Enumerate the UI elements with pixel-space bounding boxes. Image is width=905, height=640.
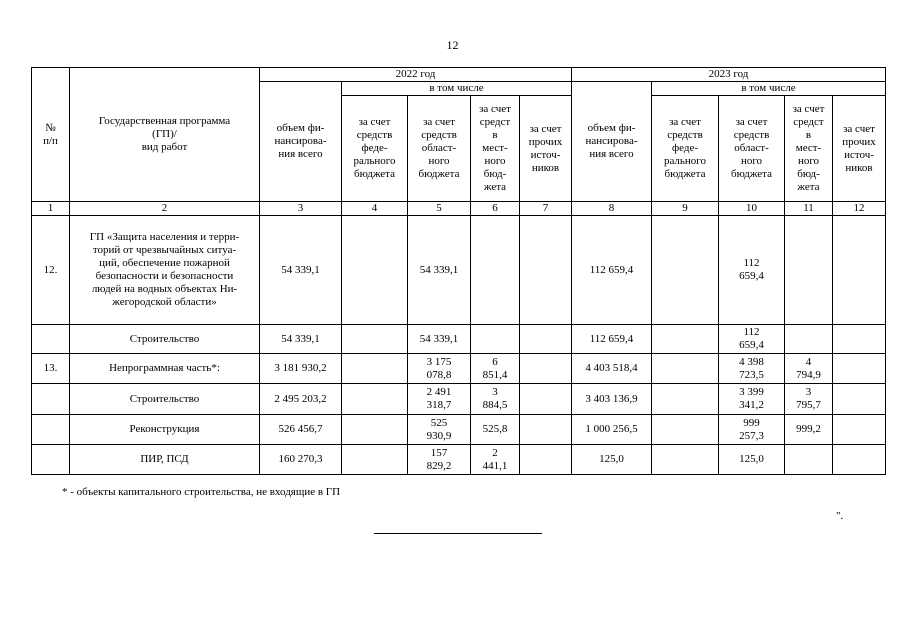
- value-cell: 525,8: [471, 415, 520, 445]
- page-number: 12: [446, 38, 459, 52]
- header-federal-2022: за счет средств феде- рального бюджета: [342, 96, 408, 202]
- value-cell: 2 495 203,2: [260, 384, 342, 415]
- budget-table: [31, 67, 886, 475]
- value-cell: [652, 354, 719, 384]
- value-cell: 112 659,4: [719, 216, 785, 325]
- value-cell: 3 795,7: [785, 384, 833, 415]
- value-cell: 54 339,1: [408, 216, 471, 325]
- header-year-2023: 2023 год: [572, 68, 886, 82]
- value-cell: 2 491 318,7: [408, 384, 471, 415]
- value-cell: 3 181 930,2: [260, 354, 342, 384]
- row-name: ПИР, ПСД: [70, 445, 260, 475]
- column-number-cell: 6: [471, 202, 520, 216]
- table-row: [32, 384, 886, 415]
- value-cell: [833, 384, 886, 415]
- value-cell: [833, 445, 886, 475]
- header-program: Государственная программа (ГП)/ вид работ: [70, 68, 260, 202]
- header-num: № п/п: [32, 68, 70, 202]
- header-regional-2022: за счет средств област- ного бюджета: [408, 96, 471, 202]
- value-cell: [652, 216, 719, 325]
- header-total-2023: объем фи- нансирова- ния всего: [572, 82, 652, 202]
- value-cell: [520, 354, 572, 384]
- header-total-2022: объем фи- нансирова- ния всего: [260, 82, 342, 202]
- value-cell: [652, 445, 719, 475]
- row-name: Реконструкция: [70, 415, 260, 445]
- value-cell: 54 339,1: [260, 216, 342, 325]
- value-cell: [342, 384, 408, 415]
- separator-line: [374, 533, 542, 534]
- header-local-2023: за счет средст в мест- ного бюд- жета: [785, 96, 833, 202]
- table-row: [32, 415, 886, 445]
- value-cell: 4 403 518,4: [572, 354, 652, 384]
- column-number-row: [32, 202, 886, 216]
- value-cell: 3 399 341,2: [719, 384, 785, 415]
- value-cell: 54 339,1: [408, 325, 471, 354]
- row-name: Непрограммная часть*:: [70, 354, 260, 384]
- table-row: [32, 354, 886, 384]
- value-cell: 6 851,4: [471, 354, 520, 384]
- value-cell: [785, 325, 833, 354]
- value-cell: [785, 216, 833, 325]
- header-regional-2023: за счет средств област- ного бюджета: [719, 96, 785, 202]
- value-cell: 999 257,3: [719, 415, 785, 445]
- row-number: [32, 325, 70, 354]
- value-cell: 2 441,1: [471, 445, 520, 475]
- value-cell: 54 339,1: [260, 325, 342, 354]
- header-federal-2023: за счет средств феде- рального бюджета: [652, 96, 719, 202]
- value-cell: 160 270,3: [260, 445, 342, 475]
- value-cell: [520, 325, 572, 354]
- column-number-cell: 9: [652, 202, 719, 216]
- column-number-cell: 5: [408, 202, 471, 216]
- table-row: [32, 216, 886, 325]
- value-cell: 3 884,5: [471, 384, 520, 415]
- row-number: [32, 445, 70, 475]
- value-cell: [833, 325, 886, 354]
- value-cell: 157 829,2: [408, 445, 471, 475]
- value-cell: [652, 384, 719, 415]
- value-cell: 112 659,4: [719, 325, 785, 354]
- value-cell: [833, 354, 886, 384]
- table-row: [32, 325, 886, 354]
- value-cell: 3 403 136,9: [572, 384, 652, 415]
- value-cell: [833, 415, 886, 445]
- value-cell: [520, 445, 572, 475]
- closing-quote: ".: [836, 510, 844, 522]
- value-cell: [785, 445, 833, 475]
- row-number: 12.: [32, 216, 70, 325]
- column-number-cell: 12: [833, 202, 886, 216]
- value-cell: 112 659,4: [572, 325, 652, 354]
- value-cell: 125,0: [719, 445, 785, 475]
- value-cell: 526 456,7: [260, 415, 342, 445]
- footnote: * - объекты капитального строительства, не входящие в ГП: [62, 486, 341, 498]
- value-cell: [342, 325, 408, 354]
- header-year-2022: 2022 год: [260, 68, 572, 82]
- value-cell: [833, 216, 886, 325]
- value-cell: 1 000 256,5: [572, 415, 652, 445]
- value-cell: [342, 354, 408, 384]
- row-name: Строительство: [70, 384, 260, 415]
- column-number-cell: 4: [342, 202, 408, 216]
- value-cell: 4 398 723,5: [719, 354, 785, 384]
- value-cell: 3 175 078,8: [408, 354, 471, 384]
- header-including-2022: в том числе: [342, 82, 572, 96]
- value-cell: [342, 445, 408, 475]
- column-number-cell: 3: [260, 202, 342, 216]
- value-cell: [342, 415, 408, 445]
- row-name: Строительство: [70, 325, 260, 354]
- value-cell: [471, 216, 520, 325]
- row-number: [32, 384, 70, 415]
- column-number-cell: 11: [785, 202, 833, 216]
- value-cell: [471, 325, 520, 354]
- value-cell: 999,2: [785, 415, 833, 445]
- column-number-cell: 8: [572, 202, 652, 216]
- header-including-2023: в том числе: [652, 82, 886, 96]
- value-cell: 125,0: [572, 445, 652, 475]
- column-number-cell: 10: [719, 202, 785, 216]
- header-other-2023: за счет прочих источ- ников: [833, 96, 886, 202]
- column-number-cell: 2: [70, 202, 260, 216]
- column-number-cell: 7: [520, 202, 572, 216]
- row-number: 13.: [32, 354, 70, 384]
- value-cell: [520, 384, 572, 415]
- value-cell: [342, 216, 408, 325]
- row-name: ГП «Защита населения и терри- торий от чрезвычайных ситуа- ций, обеспечение пожарной безопасности и безопасности людей на водных объектах Ни- жегородской области»: [70, 216, 260, 325]
- value-cell: [652, 415, 719, 445]
- header-local-2022: за счет средст в мест- ного бюд- жета: [471, 96, 520, 202]
- value-cell: [652, 325, 719, 354]
- value-cell: [520, 216, 572, 325]
- value-cell: 525 930,9: [408, 415, 471, 445]
- header-other-2022: за счет прочих источ- ников: [520, 96, 572, 202]
- value-cell: [520, 415, 572, 445]
- table-row: [32, 445, 886, 475]
- value-cell: 112 659,4: [572, 216, 652, 325]
- value-cell: 4 794,9: [785, 354, 833, 384]
- column-number-cell: 1: [32, 202, 70, 216]
- row-number: [32, 415, 70, 445]
